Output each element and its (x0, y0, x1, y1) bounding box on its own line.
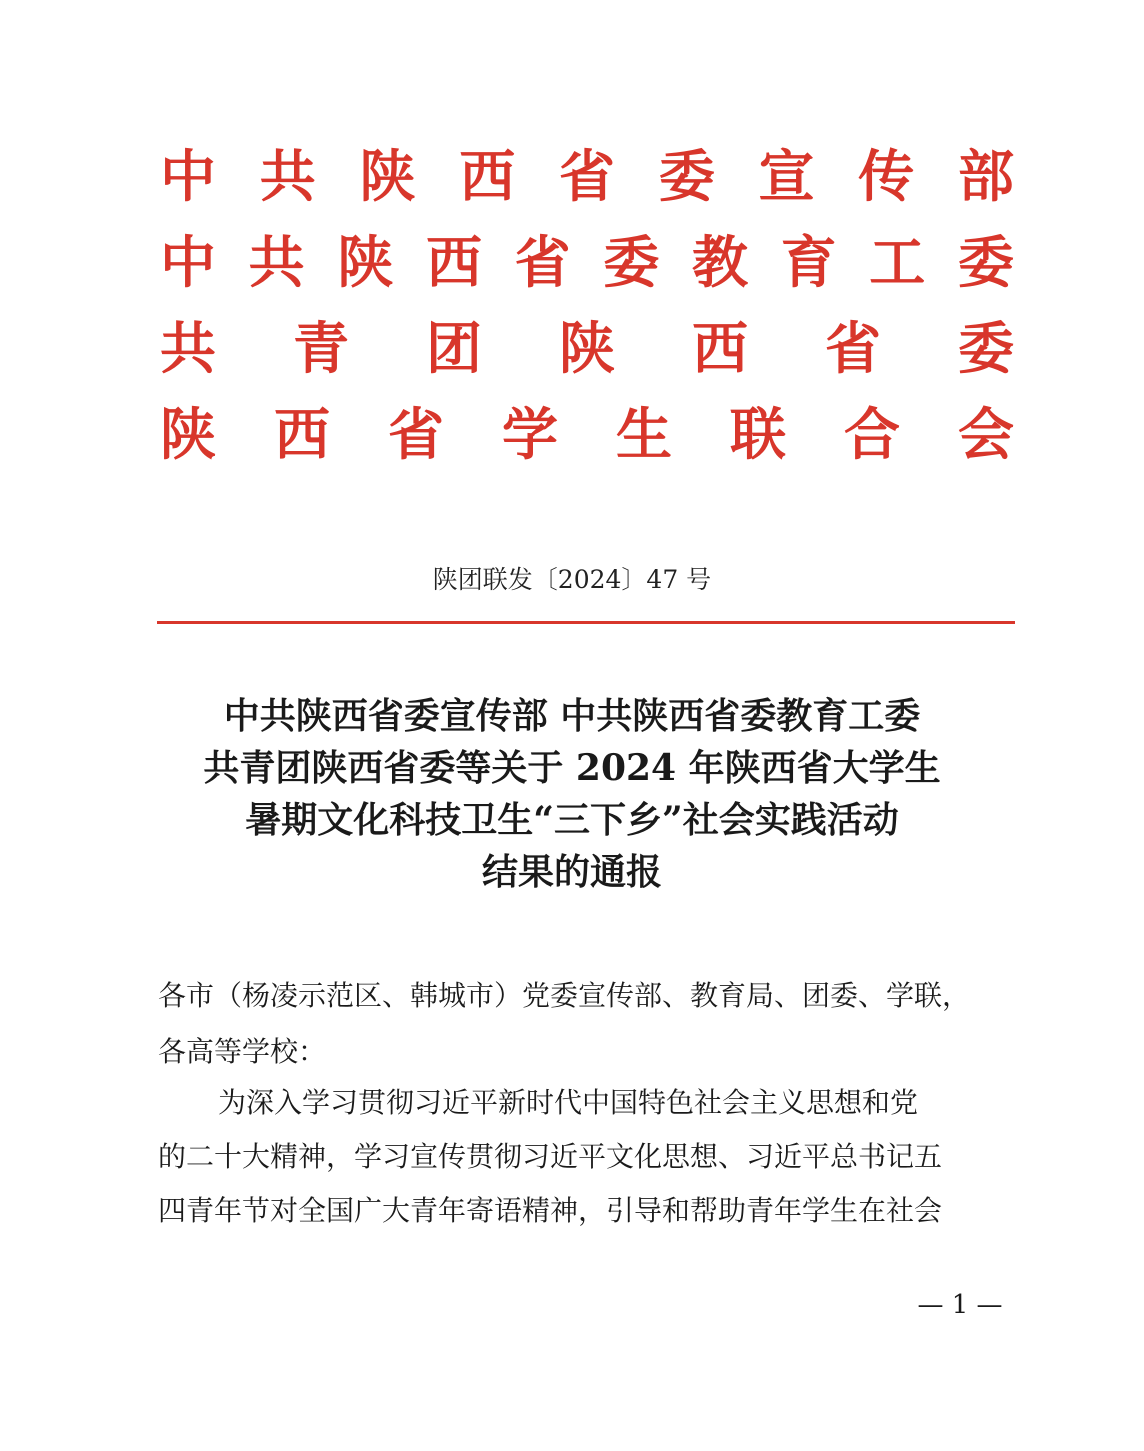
header-char: 共 (259, 145, 316, 210)
header-line-1 (158, 135, 1016, 221)
header-char: 省 (559, 145, 615, 210)
title-line: 共青团陕西省委等关于 2024 年陕西省大学生 (203, 747, 941, 789)
header-char: 西 (425, 231, 482, 296)
header-char: 陕 (337, 231, 394, 296)
header-char: 西 (692, 317, 748, 382)
salutation-line: 各市（杨凌示范区、韩城市）党委宣传部、教育局、团委、学联， (158, 979, 971, 1012)
issuing-authorities-header (158, 135, 1016, 479)
header-char: 省 (825, 317, 881, 382)
header-char: 传 (858, 145, 915, 210)
header-char: 共 (248, 231, 305, 296)
header-char: 学 (502, 403, 558, 468)
header-line-4 (158, 393, 1016, 479)
body-line: 为深入学习贯彻习近平新时代中国特色社会主义思想和党 (218, 1086, 919, 1119)
header-char: 委 (957, 231, 1014, 296)
header-char: 育 (780, 231, 837, 296)
header-char: 省 (514, 231, 571, 296)
body-line: 四青年节对全国广大青年寄语精神，引导和帮助青年学生在社会 (158, 1194, 943, 1227)
header-char: 委 (603, 231, 660, 296)
document-number: 陕团联发〔2024〕47 号 (432, 565, 712, 594)
header-char: 联 (730, 403, 786, 468)
body-paragraph (158, 1076, 1038, 1238)
title-line: 结果的通报 (481, 851, 662, 893)
header-char: 陕 (160, 403, 216, 468)
header-char: 中 (160, 145, 216, 210)
header-char: 宣 (758, 145, 815, 210)
header-char: 陕 (359, 145, 416, 210)
header-line-3 (158, 307, 1016, 393)
header-char: 共 (160, 317, 216, 382)
header-line-2 (158, 221, 1016, 307)
header-char: 团 (426, 317, 482, 382)
red-divider-line (157, 621, 1015, 624)
page-number: — 1 — (917, 1290, 1003, 1320)
salutation (158, 968, 1038, 1080)
salutation-line: 各高等学校： (158, 1035, 327, 1068)
header-char: 教 (691, 231, 748, 296)
body-line: 的二十大精神，学习宣传贯彻习近平文化思想、习近平总书记五 (158, 1140, 943, 1173)
header-char: 工 (869, 231, 926, 296)
title-line: 暑期文化科技卫生“三下乡”社会实践活动 (245, 799, 899, 841)
header-char: 会 (958, 403, 1014, 468)
document-title (120, 690, 1024, 898)
title-line: 中共陕西省委宣传部 中共陕西省委教育工委 (223, 695, 921, 737)
header-char: 省 (388, 403, 444, 468)
header-char: 西 (459, 145, 516, 210)
header-char: 青 (293, 317, 349, 382)
header-char: 中 (160, 231, 216, 296)
header-char: 陕 (559, 317, 615, 382)
header-char: 生 (616, 403, 672, 468)
header-char: 部 (958, 145, 1014, 210)
header-char: 委 (658, 145, 715, 210)
header-char: 合 (844, 403, 900, 468)
header-char: 西 (274, 403, 330, 468)
header-char: 委 (958, 317, 1014, 382)
